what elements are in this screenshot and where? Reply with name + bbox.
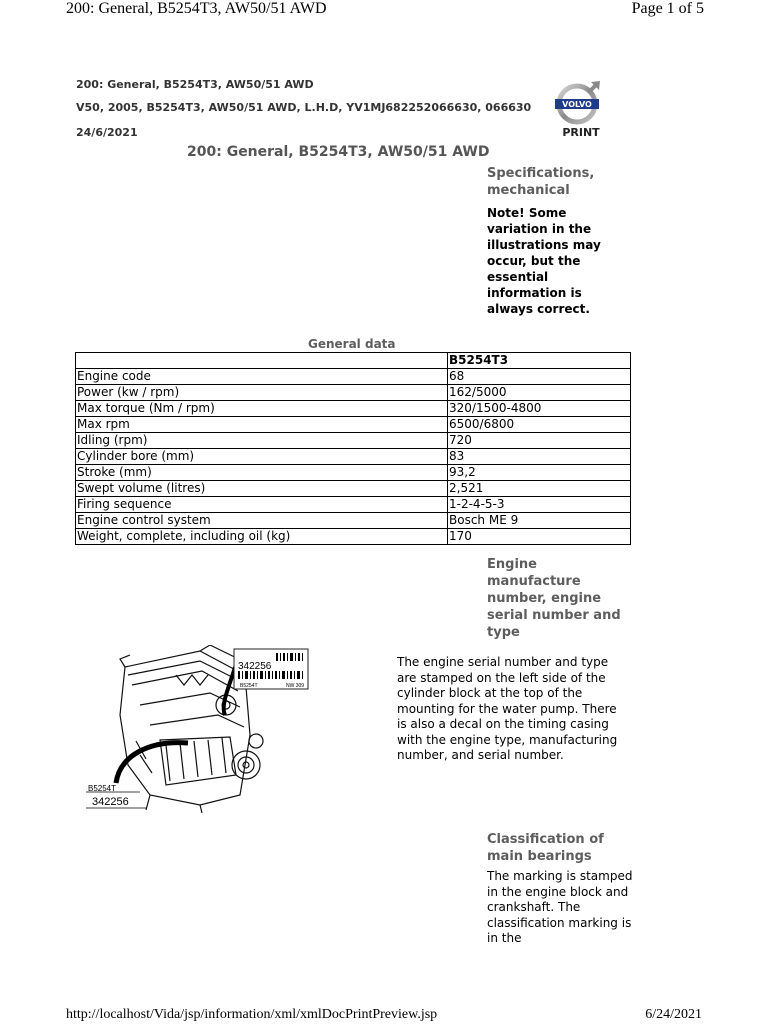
specifications-heading: Specifications, mechanical [487,166,595,198]
table-row [76,497,631,513]
table-body [76,369,631,545]
general-data-caption: General data [308,337,396,351]
print-header-page-number: Page 1 of 5 [631,0,704,17]
table-cell-label: Stroke (mm) [76,465,448,481]
table-header-cell [76,353,448,369]
main-bearings-heading: Classification of main bearings [487,832,604,864]
print-footer-url: http://localhost/Vida/jsp/information/xml/xmlDocPrintPreview.jsp [66,1007,438,1022]
table-header-row [76,353,631,369]
engine-number-heading: Engine manufacture number, engine serial number and type [487,557,621,640]
decal-code: NW 309 [286,683,305,689]
table-cell-label: Max rpm [76,417,448,433]
table-cell-label: Idling (rpm) [76,433,448,449]
table-row [76,385,631,401]
meta-vehicle-line: V50, 2005, B5254T3, AW50/51 AWD, L.H.D, YV1MJ682252066630, 066630 [76,101,532,114]
stamp-serial-number: 342256 [92,796,129,808]
engine-number-description: The engine serial number and type are stamped on the left side of the cylinder block at the top of the mounting for the water pump. There is also a decal on the timing casing with the engine type, manufacturing number, and serial number. [397,655,618,762]
print-header-title: 200: General, B5254T3, AW50/51 AWD [66,0,327,17]
table-cell-label: Swept volume (litres) [76,481,448,497]
print-label: PRINT [562,126,600,139]
print-footer-date: 6/24/2021 [645,1007,702,1022]
general-data-table [75,352,631,545]
table-cell-value: 93,2 [448,465,631,481]
table-row [76,481,631,497]
table-cell-label: Firing sequence [76,497,448,513]
engine-stamp-label [86,784,146,808]
meta-date-line: 24/6/2021 [76,126,138,139]
table-row [76,417,631,433]
table-cell-value: 68 [448,369,631,385]
table-row [76,449,631,465]
main-bearings-description: The marking is stamped in the engine block and crankshaft. The classification marking is in the [487,869,633,945]
volvo-logo-icon [553,80,605,126]
table-row [76,465,631,481]
table-cell-value: Bosch ME 9 [448,513,631,529]
engine-illustration [80,645,320,815]
table-cell-value: 2,521 [448,481,631,497]
table-cell-value: 170 [448,529,631,545]
table-row [76,529,631,545]
specifications-note: Note! Some variation in the illustrations may occur, but the essential information is always correct. [487,206,601,316]
volvo-logo-wordmark: VOLVO [562,100,592,109]
table-cell-value: 320/1500-4800 [448,401,631,417]
table-row [76,401,631,417]
table-row [76,513,631,529]
table-header-cell: B5254T3 [448,353,631,369]
table-cell-label: Weight, complete, including oil (kg) [76,529,448,545]
document-title: 200: General, B5254T3, AW50/51 AWD [187,144,490,160]
table-cell-label: Cylinder bore (mm) [76,449,448,465]
table-cell-value: 162/5000 [448,385,631,401]
meta-section-line: 200: General, B5254T3, AW50/51 AWD [76,78,314,91]
decal-engine-type: B5254T [240,683,258,689]
table-row [76,433,631,449]
table-cell-value: 1-2-4-5-3 [448,497,631,513]
table-cell-label: Power (kw / rpm) [76,385,448,401]
table-cell-value: 6500/6800 [448,417,631,433]
engine-decal-label [234,649,308,689]
table-cell-value: 83 [448,449,631,465]
stamp-engine-type: B5254T [88,784,117,793]
table-cell-label: Max torque (Nm / rpm) [76,401,448,417]
table-row [76,369,631,385]
table-cell-value: 720 [448,433,631,449]
table-cell-label: Engine code [76,369,448,385]
table-cell-label: Engine control system [76,513,448,529]
decal-serial-number: 342256 [238,661,272,672]
